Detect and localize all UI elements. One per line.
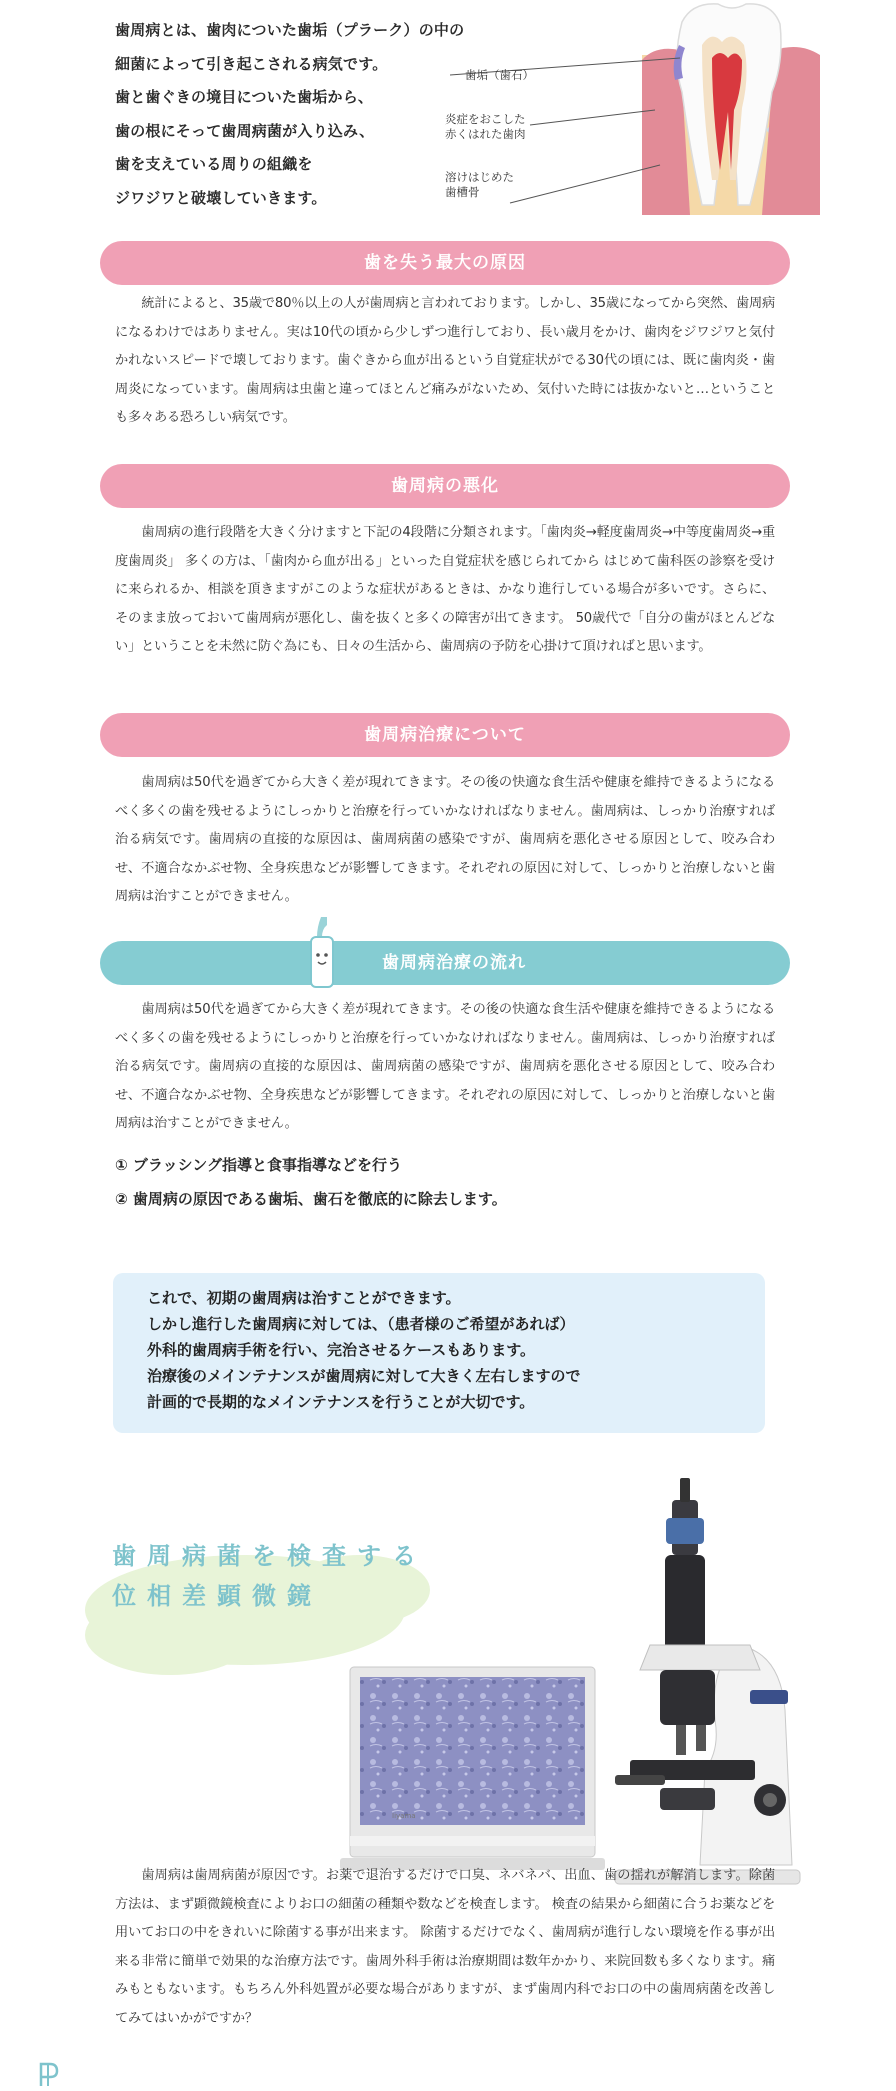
intro-line: 歯の根にそって歯周病菌が入り込み、 [115,121,375,140]
intro-line: 歯を支えている周りの組織を [115,155,313,173]
section-heading: 歯を失う最大の原因 [100,241,790,285]
section-heading: 歯周病治療の流れ [100,941,790,985]
microscope-title: 位相差顕微鏡 [112,1582,322,1610]
monitor-brand: Iiyama [392,1812,416,1820]
step-item: ① ブラッシング指導と食事指導などを行う [115,1156,402,1174]
intro-line: ジワジワと破壊していきます。 [115,188,327,207]
note-line: 外科的歯周病手術を行い、完治させるケースもあります。 [147,1341,536,1359]
microscope-title: 歯周病菌を検査する [112,1542,427,1570]
note-line: これで、初期の歯周病は治すことができます。 [147,1289,461,1307]
note-line: しかし進行した歯周病に対しては、（患者様のご希望があれば） [147,1315,575,1333]
label-inflamed-gum: 赤くはれた歯肉 [445,127,526,141]
section-body: 歯周病は50代を過ぎてから大きく差が現れてきます。その後の快適な食生活や健康を維持できるようになるべく多くの歯を残せるようにしっかりと治療を行っていかなければなりません。歯周病は、しっかり治療すれば治る病気です。歯周病の直接的な原因は、歯周病菌の感染ですが、歯周病を悪化させる原因として、咬み合わせ、不適合なかぶせ物、全身疾患などが影響してきます。それぞれの原因に対して、しっかりと治療しないと歯周病は治すことができません。 [115,775,775,904]
step-item: ② 歯周病の原因である歯垢、歯石を徹底的に除去します。 [115,1190,507,1208]
section-heading: 歯周病治療について [100,713,790,757]
note-line: 計画的で長期的なメインテナンスを行うことが大切です。 [147,1393,535,1411]
label-alveolar-bone: 溶けはじめた [445,170,514,184]
tooth-diagram [445,0,820,215]
intro-line: 歯周病とは、歯肉についた歯垢（プラーク）の中の [115,21,465,39]
intro-line: 細菌によって引き起こされる病気です。 [115,54,388,73]
label-alveolar-bone: 歯槽骨 [445,185,480,199]
label-plaque: 歯垢（歯石） [465,68,534,82]
note-line: 治療後のメインテナンスが歯周病に対して大きく左右しますので [147,1367,581,1385]
section-body: 歯周病の進行段階を大きく分けますと下記の4段階に分類されます。「歯肉炎→軽度歯周炎→中等度歯周炎→重度歯周炎」 多くの方は、「歯肉から血が出る」といった自覚症状を感じられてから はじめて歯科医の診察を受けに来られるか、相談を頂きますがこのような症状があるときは、かなり進行している場合が多いです。さらに、そのまま放っておいて歯周病が悪化し、歯を抜くと多くの障害が出てきます。 50歳代で「自分の歯がほとんどない」ということを未然に防ぐ為にも、日々の生活から、歯周病の予防を心掛けて頂ければと思います。 [115,525,775,654]
section-body: 統計によると、35歳で80％以上の人が歯周病と言われております。しかし、35歳になってから突然、歯周病になるわけではありません。実は10代の頃から少しずつ進行しており、長い歳月をかけ、歯肉をジワジワと気付かれないスピードで壊しております。歯ぐきから血が出るという自覚症状がでる30代の頃には、既に歯肉炎・歯周炎になっています。歯周病は虫歯と違ってほとんど痛みがないため、気付いた時には抜かないと…ということも多々ある恐ろしい病気です。 [115,296,775,425]
microscope-illustration [60,1470,840,1890]
toothpaste-mascot-icon [305,915,339,991]
microscope-body: 歯周病は歯周病菌が原因です。お薬で退治するだけで口臭、ネバネバ、出血、歯の揺れが解消します。除菌方法は、まず顕微鏡検査によりお口の細菌の種類や数などを検査します。 検査の結果から細菌に合うお薬などを用いてお口の中をきれいに除菌する事が出来ます。 除菌するだけでなく、歯周病が進行しない環境を作る事が出来る非常に簡単で効果的な治療方法です。歯周外科手術は治療期間は数年かかり、来院回数も多くなります。痛みもともないます。もちろん外科処置が必要な場合がありますが、まず歯周内科でお口の中の歯周病菌を改善してみてはいかがですか？ [115,1868,775,2026]
section-heading: 歯周病の悪化 [100,464,790,508]
section-body: 歯周病は50代を過ぎてから大きく差が現れてきます。その後の快適な食生活や健康を維持できるようになるべく多くの歯を残せるようにしっかりと治療を行っていかなければなりません。歯周病は、しっかり治療すれば治る病気です。歯周病の直接的な原因は、歯周病菌の感染ですが、歯周病を悪化させる原因として、咬み合わせ、不適合なかぶせ物、全身疾患などが影響してきます。それぞれの原因に対して、しっかりと治療しないと歯周病は治すことができません。 [115,1002,775,1131]
label-inflamed-gum: 炎症をおこした [445,112,526,126]
corner-logo-icon [38,2060,60,2088]
intro-line: 歯と歯ぐきの境目についた歯垢から、 [115,88,374,106]
